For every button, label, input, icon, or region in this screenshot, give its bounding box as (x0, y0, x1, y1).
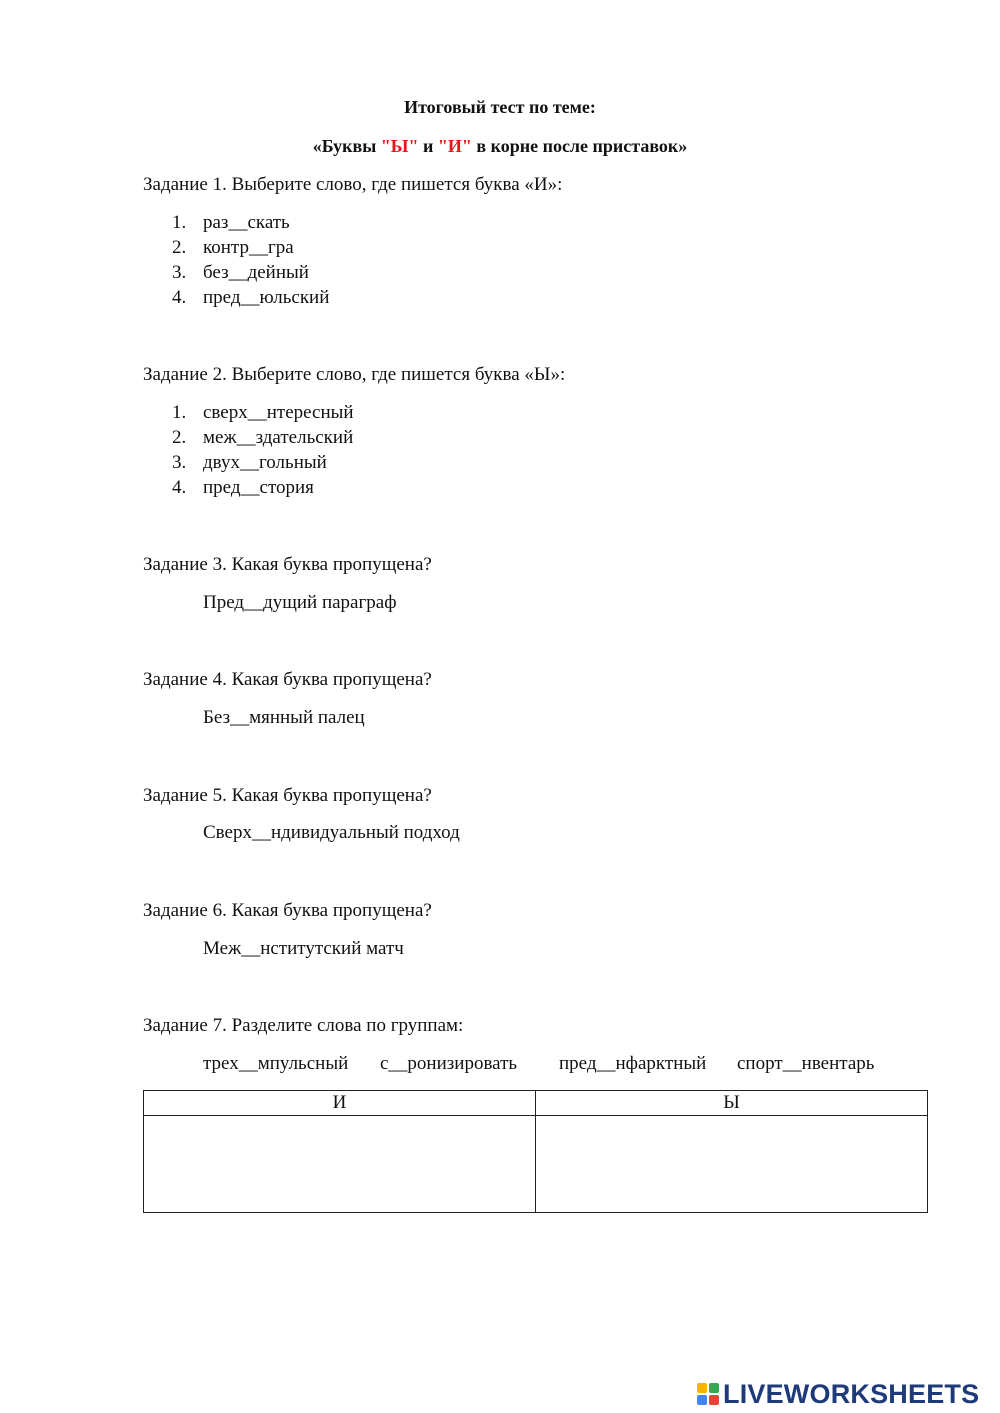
task6-example[interactable]: Меж__нститутский матч (203, 938, 404, 959)
logo-text: LIVEWORKSHEETS (723, 1378, 980, 1409)
column-header-i: И (144, 1091, 536, 1116)
task1-option[interactable]: пред__юльский (203, 287, 330, 308)
subtitle-letter-i: "И" (437, 136, 472, 156)
subtitle-letter-y: "Ы" (380, 136, 419, 156)
subtitle-and: и (418, 136, 438, 156)
task2-option-number: 3. (172, 452, 187, 473)
task2-option-number: 4. (172, 477, 187, 498)
task4-question: Задание 4. Какая буква пропущена? (143, 669, 432, 690)
task2-option-number: 2. (172, 427, 187, 448)
task5-question: Задание 5. Какая буква пропущена? (143, 785, 432, 806)
sorting-table (143, 1090, 928, 1213)
task1-option-number: 1. (172, 212, 187, 233)
task7-word[interactable]: пред__нфарктный (559, 1053, 707, 1074)
logo-tile (697, 1395, 707, 1405)
task2-option[interactable]: двух__гольный (203, 452, 327, 473)
sorting-table-row (144, 1116, 928, 1213)
task2-option[interactable]: сверх__нтересный (203, 402, 354, 423)
task3-question: Задание 3. Какая буква пропущена? (143, 554, 432, 575)
logo-tiles-icon (697, 1383, 719, 1405)
task6-question: Задание 6. Какая буква пропущена? (143, 900, 432, 921)
task1-option-number: 4. (172, 287, 187, 308)
sorting-table-header (144, 1091, 928, 1116)
subtitle-open: «Буквы (312, 136, 381, 156)
page-subtitle (0, 136, 1000, 157)
drop-zone-i[interactable] (144, 1116, 536, 1213)
logo-tile (709, 1383, 719, 1393)
task2-question: Задание 2. Выберите слово, где пишется буква «Ы»: (143, 364, 566, 385)
task2-option[interactable]: пред__стория (203, 477, 314, 498)
task7-question: Задание 7. Разделите слова по группам: (143, 1015, 464, 1036)
task7-word[interactable]: с__ронизировать (380, 1053, 518, 1074)
liveworksheets-logo (697, 1377, 979, 1411)
task4-example[interactable]: Без__мянный палец (203, 707, 365, 728)
column-header-y: Ы (536, 1091, 928, 1116)
task1-option[interactable]: раз__скать (203, 212, 290, 233)
logo-tile (697, 1383, 707, 1393)
task1-option[interactable]: контр__гра (203, 237, 294, 258)
task1-option[interactable]: без__дейный (203, 262, 309, 283)
task5-example[interactable]: Сверх__ндивидуальный подход (203, 822, 460, 843)
task3-example[interactable]: Пред__дущий параграф (203, 592, 397, 613)
drop-zone-y[interactable] (536, 1116, 928, 1213)
task7-word[interactable]: трех__мпульсный (203, 1053, 349, 1074)
page-title: Итоговый тест по теме: (404, 97, 596, 117)
task2-option[interactable]: меж__здательский (203, 427, 354, 448)
task1-option-number: 2. (172, 237, 187, 258)
task2-option-number: 1. (172, 402, 187, 423)
task7-word[interactable]: спорт__нвентарь (737, 1053, 875, 1074)
task1-option-number: 3. (172, 262, 187, 283)
task1-question: Задание 1. Выберите слово, где пишется буква «И»: (143, 174, 563, 195)
logo-tile (709, 1395, 719, 1405)
subtitle-close: в корне после приставок» (471, 136, 688, 156)
